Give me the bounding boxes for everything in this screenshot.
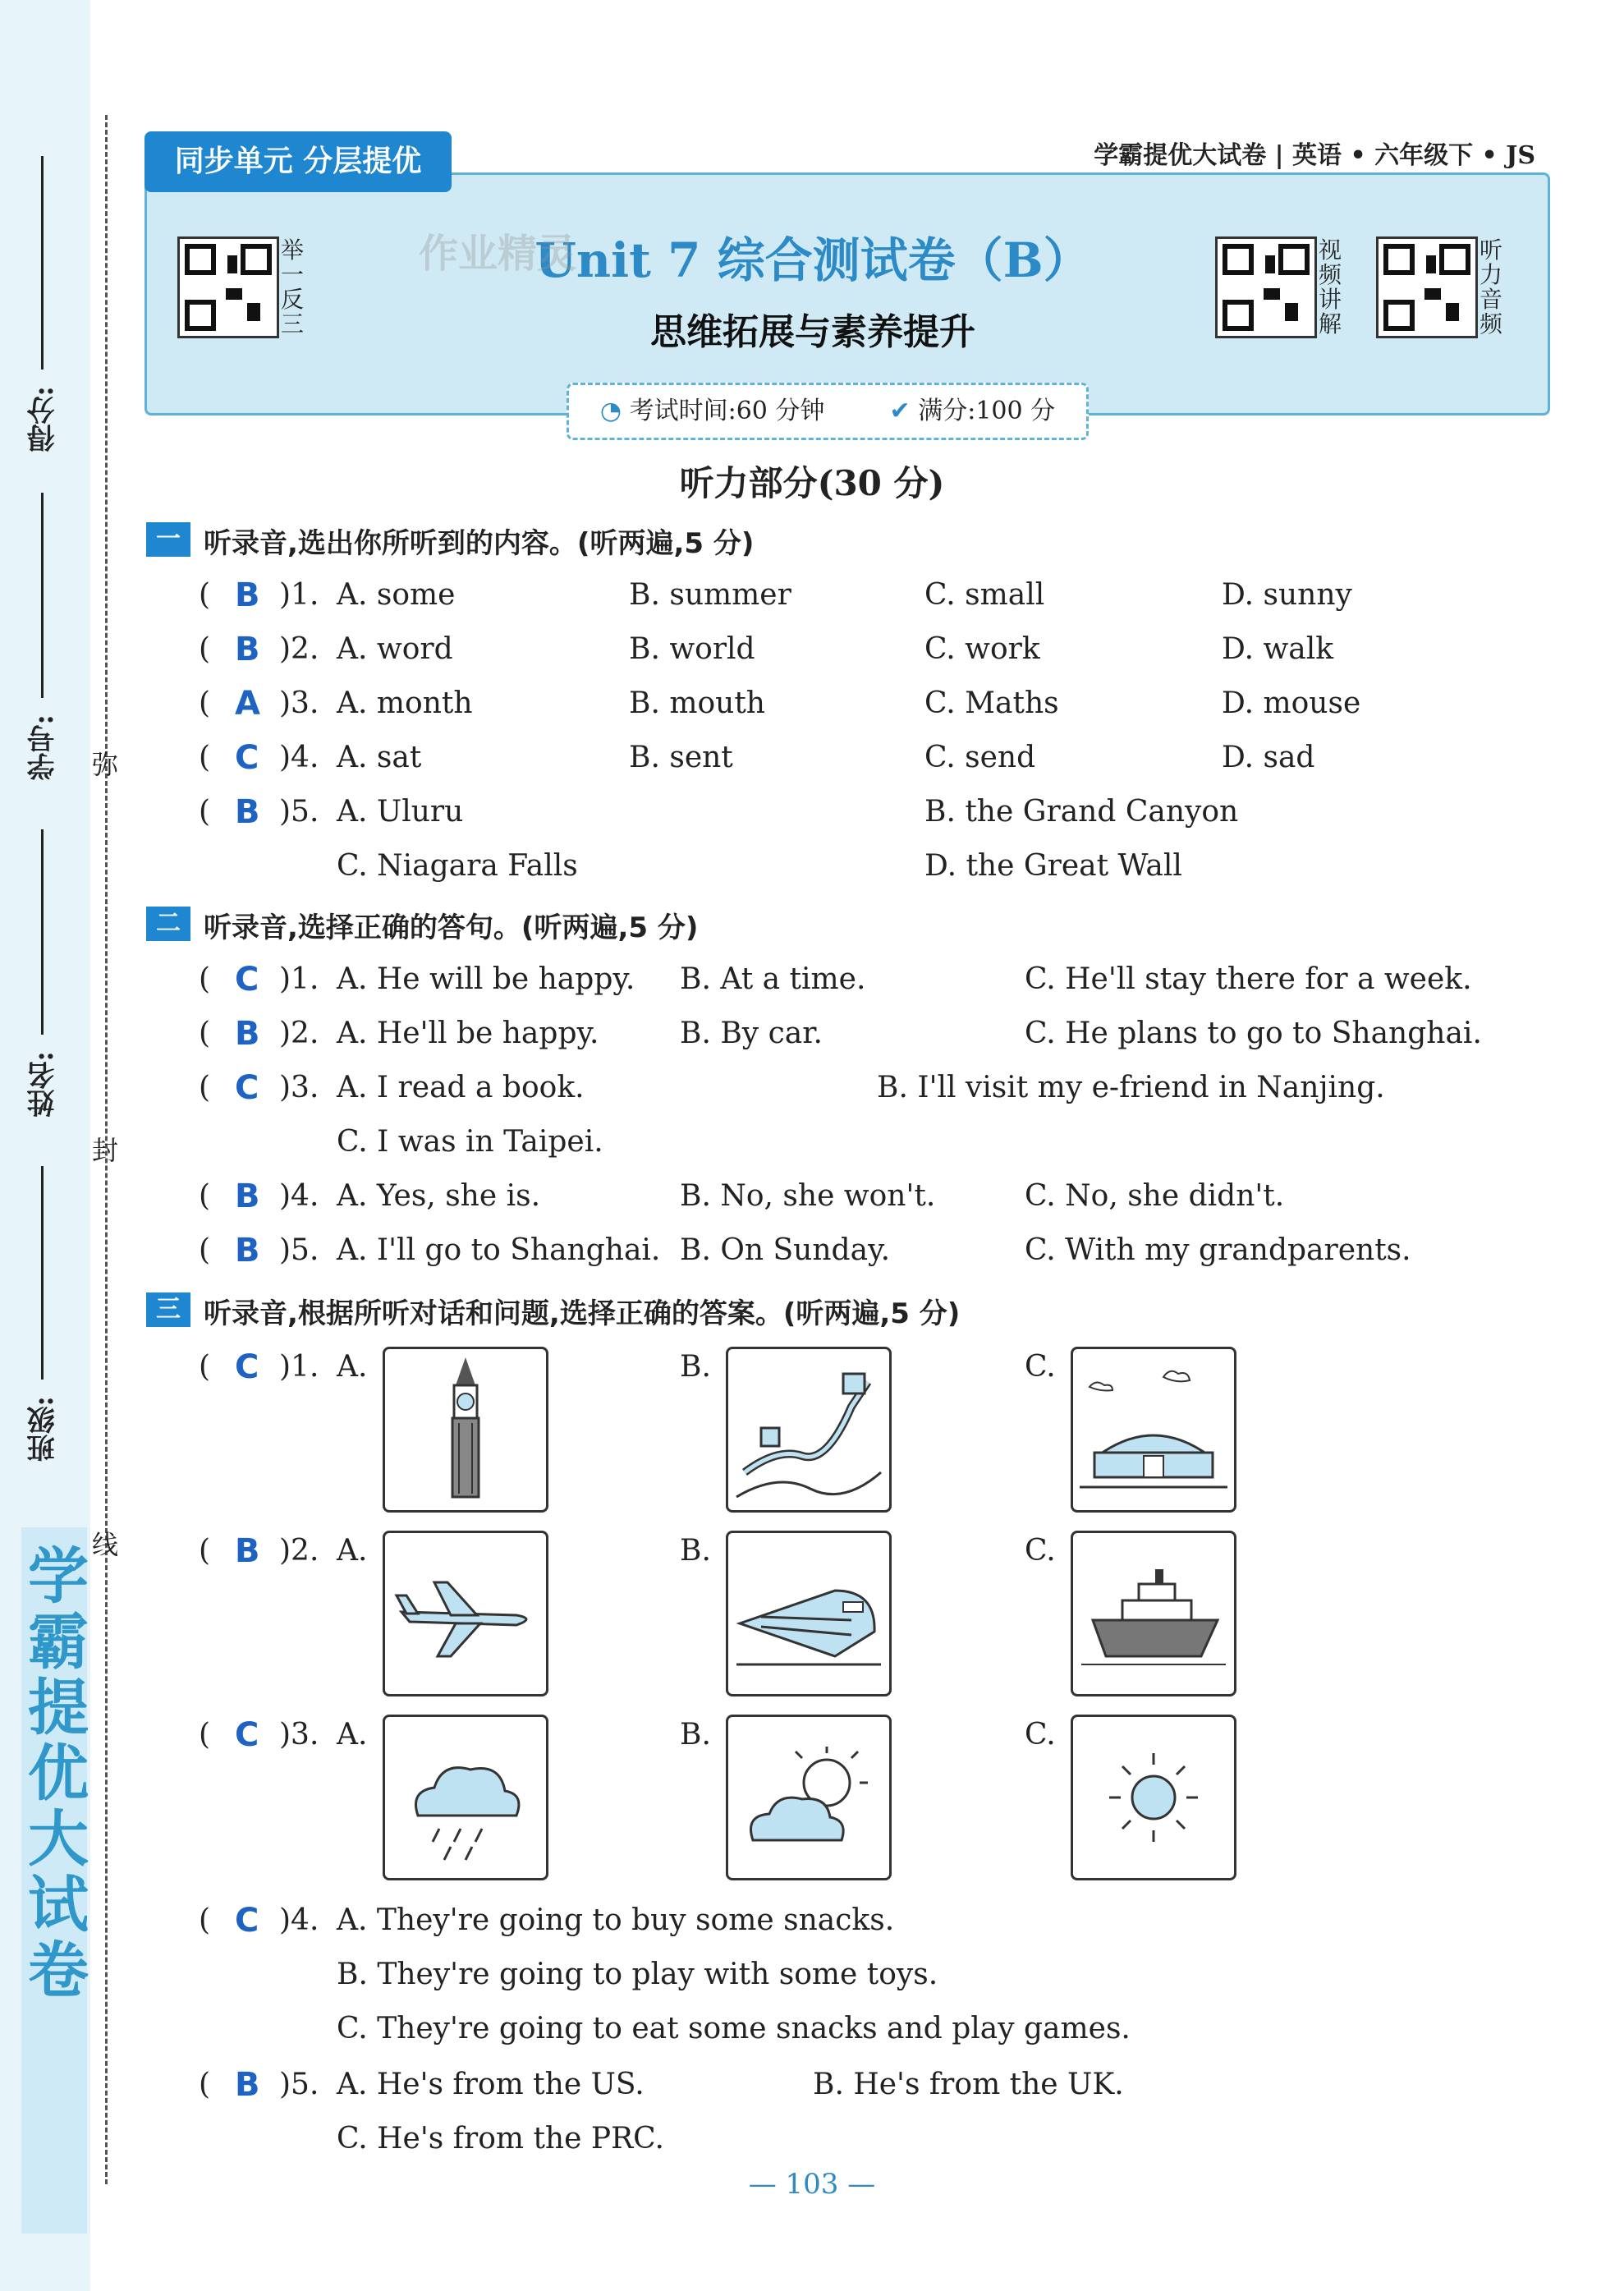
option-b: B. No, she won't. — [680, 1179, 936, 1213]
qr-label-practice: 举一反三 — [280, 236, 304, 337]
option-b: B. world — [629, 632, 755, 666]
question-no: )3. — [279, 686, 319, 720]
qr-code-video[interactable] — [1215, 236, 1317, 338]
option-a: A. word — [337, 632, 453, 666]
option-a: A. They're going to buy some snacks. — [337, 1903, 895, 1937]
page-number-value: 103 — [785, 2168, 839, 2201]
question-no: )5. — [279, 1233, 319, 1267]
seal-char-feng: 封 — [92, 1135, 119, 1166]
qr-label-video: 视频讲解 — [1318, 236, 1342, 337]
great-wall-icon — [728, 1349, 889, 1510]
answer: C — [235, 1716, 259, 1754]
question-no: )5. — [279, 2068, 319, 2101]
seal-char-mi: 弥 — [92, 749, 119, 780]
answer: A — [235, 685, 260, 723]
score-line — [41, 156, 44, 370]
question-no: )4. — [279, 1903, 319, 1937]
cloudy-picture[interactable] — [726, 1715, 892, 1880]
option-b: B. the Grand Canyon — [924, 795, 1239, 829]
answer: B — [235, 1232, 260, 1269]
part-2-heading: 听录音,选择正确的答句。(听两遍,5 分) — [204, 911, 699, 944]
answer: C — [235, 1348, 259, 1386]
paren: ( — [199, 962, 211, 996]
great-wall-picture[interactable] — [726, 1347, 892, 1513]
paren: ( — [199, 1233, 211, 1267]
question-no: )4. — [279, 1179, 319, 1213]
option-b: B. mouth — [629, 686, 765, 720]
option-a: A. month — [337, 686, 473, 720]
class-line — [41, 1166, 44, 1380]
answer: B — [235, 1178, 260, 1215]
rain-picture[interactable] — [383, 1715, 548, 1880]
option-label-b: B. — [680, 1718, 711, 1752]
option-a: A. Uluru — [337, 795, 464, 829]
plane-icon — [385, 1533, 546, 1694]
building-picture[interactable] — [1071, 1347, 1236, 1513]
sun-cloud-icon — [728, 1717, 889, 1878]
student-no-line — [41, 493, 44, 698]
stadium-icon — [1073, 1349, 1234, 1510]
part-2-badge: 二 — [146, 907, 190, 941]
page-title: Unit 7 综合测试卷（B） — [534, 232, 1091, 288]
unit-tag: 同步单元 分层提优 — [145, 131, 452, 192]
question-no: )1. — [279, 578, 319, 612]
question-no: )1. — [279, 1350, 319, 1384]
option-c: C. He'll stay there for a week. — [1025, 962, 1472, 996]
page-subtitle: 思维拓展与素养提升 — [650, 311, 975, 353]
paren: ( — [199, 2068, 211, 2101]
sunny-picture[interactable] — [1071, 1715, 1236, 1880]
answer: B — [235, 793, 260, 831]
plane-picture[interactable] — [383, 1531, 548, 1696]
option-c: C. work — [924, 632, 1040, 666]
answer: C — [235, 739, 259, 777]
answer: B — [235, 576, 260, 614]
part-1-badge: 一 — [146, 522, 190, 557]
option-a: A. I'll go to Shanghai. — [337, 1233, 661, 1267]
paren: ( — [199, 741, 211, 774]
paren: ( — [199, 1350, 211, 1384]
answer: C — [235, 1069, 259, 1107]
qr-code-practice[interactable] — [177, 236, 279, 338]
option-b: B. sent — [629, 741, 733, 774]
qr-code-audio[interactable] — [1376, 236, 1478, 338]
option-a: A. He's from the US. — [337, 2068, 645, 2101]
option-c: C. small — [924, 578, 1045, 612]
option-b: B. At a time. — [680, 962, 866, 996]
option-b: B. On Sunday. — [680, 1233, 891, 1267]
train-picture[interactable] — [726, 1531, 892, 1696]
question-no: )1. — [279, 962, 319, 996]
option-c: C. With my grandparents. — [1025, 1233, 1411, 1267]
page-number: — 103 — — [748, 2168, 876, 2201]
option-d: D. sad — [1222, 741, 1315, 774]
option-d: D. walk — [1222, 632, 1334, 666]
rain-cloud-icon — [385, 1717, 546, 1878]
option-b: B. summer — [629, 578, 791, 612]
side-title: 学霸提优大试卷 — [18, 1544, 89, 2004]
answer: B — [235, 1532, 260, 1570]
option-b: B. He's from the UK. — [813, 2068, 1124, 2101]
option-a: A. I read a book. — [337, 1071, 585, 1104]
option-a: A. some — [337, 578, 456, 612]
answer: C — [235, 961, 259, 999]
option-c: C. No, she didn't. — [1025, 1179, 1285, 1213]
sun-icon — [1073, 1717, 1234, 1878]
option-label-c: C. — [1025, 1350, 1056, 1384]
question-no: )2. — [279, 1017, 319, 1050]
option-label-a: A. — [337, 1350, 368, 1384]
paren: ( — [199, 578, 211, 612]
question-no: )3. — [279, 1071, 319, 1104]
option-a: A. He will be happy. — [337, 962, 635, 996]
name-label: 姓名: — [27, 1051, 60, 1118]
option-b: B. By car. — [680, 1017, 823, 1050]
check-icon: ✔ — [889, 397, 911, 425]
option-c: C. They're going to eat some snacks and play games. — [337, 2012, 1131, 2045]
option-b: B. I'll visit my e-friend in Nanjing. — [877, 1071, 1385, 1104]
option-c: C. Maths — [924, 686, 1059, 720]
option-c: C. send — [924, 741, 1036, 774]
question-no: )2. — [279, 1534, 319, 1568]
train-icon — [728, 1533, 889, 1694]
option-c: C. I was in Taipei. — [337, 1125, 603, 1159]
option-d: D. sunny — [1222, 578, 1352, 612]
part-3-badge: 三 — [146, 1292, 190, 1327]
option-label-c: C. — [1025, 1534, 1056, 1568]
paren: ( — [199, 1017, 211, 1050]
class-label: 班级: — [27, 1396, 60, 1462]
option-label-b: B. — [680, 1534, 711, 1568]
option-c: C. He plans to go to Shanghai. — [1025, 1017, 1482, 1050]
paren: ( — [199, 1903, 211, 1937]
full-score: 满分:100 分 — [918, 397, 1056, 425]
part-1-heading: 听录音,选出你所听到的内容。(听两遍,5 分) — [204, 527, 755, 560]
option-label-a: A. — [337, 1534, 368, 1568]
option-a: A. sat — [337, 741, 422, 774]
option-label-a: A. — [337, 1718, 368, 1752]
series-info: 学霸提优大试卷 | 英语 • 六年级下 • JS — [1094, 141, 1535, 170]
paren: ( — [199, 1718, 211, 1752]
exam-time: 考试时间:60 分钟 — [629, 397, 825, 425]
option-d: D. the Great Wall — [924, 849, 1182, 883]
part-3-heading: 听录音,根据所听对话和问题,选择正确的答案。(听两遍,5 分) — [204, 1297, 961, 1330]
paren: ( — [199, 1071, 211, 1104]
answer: B — [235, 1015, 260, 1053]
qr-label-audio: 听力音频 — [1479, 236, 1502, 337]
clock-icon: ◔ — [599, 397, 622, 425]
big-ben-icon — [385, 1349, 546, 1510]
listening-section-title: 听力部分(30 分) — [679, 463, 945, 503]
score-label: 得分: — [27, 386, 60, 452]
exam-info-box — [567, 383, 1089, 440]
answer: B — [235, 631, 260, 668]
name-line — [41, 829, 44, 1035]
question-no: )2. — [279, 632, 319, 666]
watermark: 作业精灵 — [419, 231, 577, 277]
question-no: )4. — [279, 741, 319, 774]
question-no: )3. — [279, 1718, 319, 1752]
seal-char-xian: 线 — [92, 1529, 119, 1560]
paren: ( — [199, 1179, 211, 1213]
option-d: D. mouse — [1222, 686, 1361, 720]
big-ben-picture[interactable] — [383, 1347, 548, 1513]
ship-icon — [1073, 1533, 1234, 1694]
paren: ( — [199, 686, 211, 720]
ship-picture[interactable] — [1071, 1531, 1236, 1696]
option-a: A. Yes, she is. — [337, 1179, 541, 1213]
option-label-b: B. — [680, 1350, 711, 1384]
option-c: C. He's from the PRC. — [337, 2122, 664, 2156]
question-no: )5. — [279, 795, 319, 829]
answer: B — [235, 2066, 260, 2104]
option-b: B. They're going to play with some toys. — [337, 1958, 938, 1991]
answer: C — [235, 1902, 259, 1940]
option-a: A. He'll be happy. — [337, 1017, 599, 1050]
paren: ( — [199, 1534, 211, 1568]
paren: ( — [199, 632, 211, 666]
paren: ( — [199, 795, 211, 829]
option-c: C. Niagara Falls — [337, 849, 578, 883]
student-no-label: 学号: — [27, 714, 60, 781]
option-label-c: C. — [1025, 1718, 1056, 1752]
